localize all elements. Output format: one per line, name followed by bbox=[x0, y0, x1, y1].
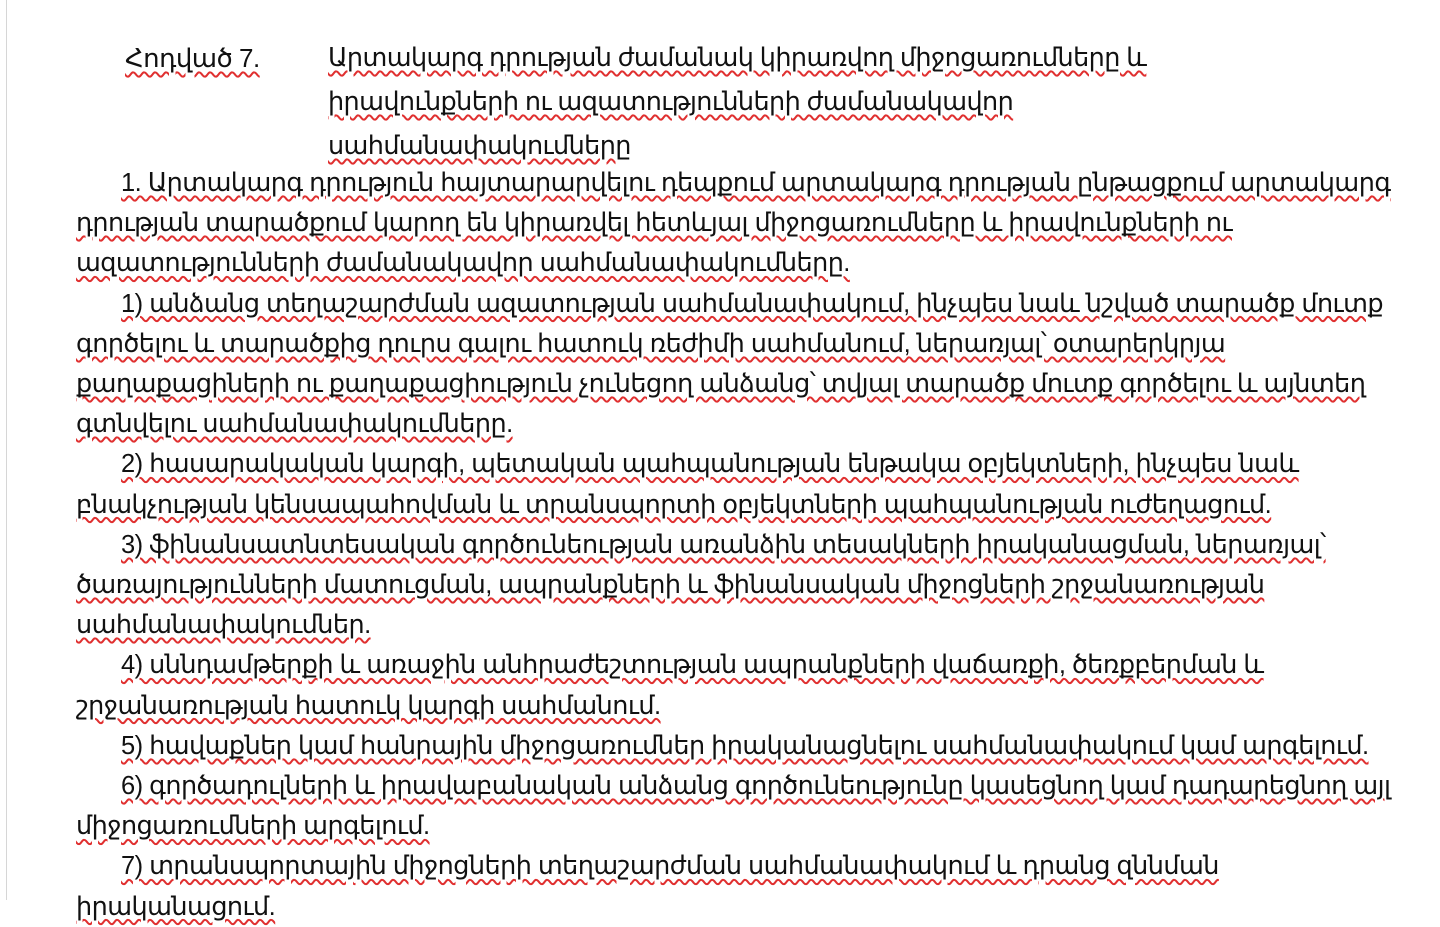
list-item-6: 6) գործադուլների և իրավաբանական անձանց գործունեությունը կասեցնող կամ դադարեցնող այլ միջոցառումների արգելում. bbox=[76, 772, 1391, 841]
article-body[interactable] bbox=[76, 163, 1421, 927]
page-left-border bbox=[6, 0, 7, 900]
list-item-7: 7) տրանսպորտային միջոցների տեղաշարժման սահմանափակում և դրանց զննման իրականացում. bbox=[76, 852, 1219, 921]
article-title: Արտակարգ դրության ժամանակ կիրառվող միջոցառումները և իրավունքների ու ազատությունների ժամանակավոր սահմանափակումները bbox=[328, 44, 1147, 160]
list-item-1: 1) անձանց տեղաշարժման ազատության սահմանափակում, ինչպես նաև նշված տարածք մուտք գործելու և տարածքից դուրս գալու հատուկ ռեժիմի սահմանում, ներառյալ՝ օտարերկրյա քաղաքացիների ու քաղաքացիություն չունեցող անձանց՝ տվյալ տարածք մուտք գործելու և այնտեղ գտնվելու սահմանափակումները. bbox=[76, 289, 1384, 439]
list-item-3: 3) ֆինանսատնտեսական գործունեության առանձին տեսակների իրականացման, ներառյալ՝ ծառայությունների մատուցման, ապրանքների և ֆինանսական միջոցների շրջանառության սահմանափակումներ. bbox=[76, 530, 1326, 640]
paragraph-1: 1. Արտակարգ դրություն հայտարարվելու դեպքում արտակարգ դրության ընթացքում արտակարգ դրության տարածքում կարող են կիրառվել հետևյալ միջոցառումները և իրավունքների ու ազատությունների ժամանակավոր սահմանափակումները. bbox=[76, 169, 1391, 278]
list-item-5: 5) հավաքներ կամ հանրային միջոցառումներ իրականացնելու սահմանափակում կամ արգելում. bbox=[121, 731, 1369, 760]
article-header bbox=[125, 36, 1385, 168]
article-number: Հոդված 7. bbox=[125, 43, 260, 73]
list-item-2: 2) հասարակական կարգի, պետական պահպանության ենթակա օբյեկտների, ինչպես նաև բնակչության կենսապահովման և տրանսպորտի օբյեկտների պահպանության ուժեղացում. bbox=[76, 450, 1299, 519]
list-item-4: 4) սննդամթերքի և առաջին անհրաժեշտության ապրանքների վաճառքի, ծեռքբերման և շրջանառության հատուկ կարգի սահմանում. bbox=[76, 651, 1264, 720]
